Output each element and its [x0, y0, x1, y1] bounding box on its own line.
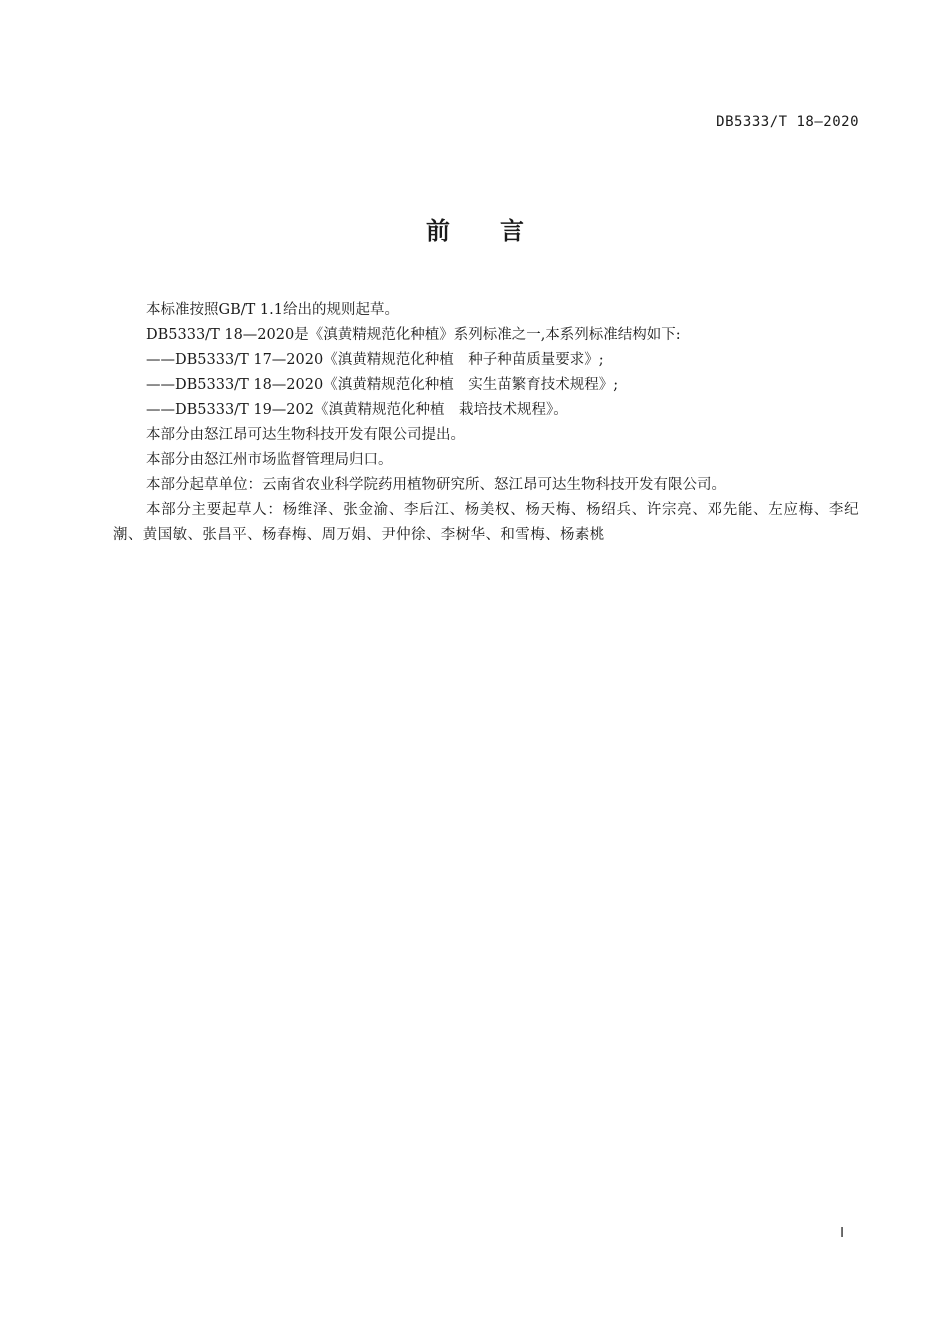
paragraph-drafting-rules: 本标准按照GB/T 1.1给出的规则起草。: [146, 302, 399, 318]
paragraph-series-intro: DB5333/T 18—2020是《滇黄精规范化种植》系列标准之一,本系列标准结构如下:: [146, 327, 681, 343]
paragraph-proposed-by: 本部分由怒江昂可达生物科技开发有限公司提出。: [146, 427, 465, 443]
list-item-part-19: ——DB5333/T 19—202《滇黄精规范化种植 栽培技术规程》。: [146, 402, 568, 418]
paragraph-centralized-by: 本部分由怒江州市场监督管理局归口。: [146, 452, 393, 468]
list-item-part-18: ——DB5333/T 18—2020《滇黄精规范化种植 实生苗繁育技术规程》;: [146, 377, 619, 393]
title-char-2: 言: [500, 217, 524, 245]
foreword-body: [113, 298, 859, 548]
paragraph-drafting-units: 本部分起草单位：云南省农业科学院药用植物研究所、怒江昂可达生物科技开发有限公司。: [146, 477, 726, 493]
page-title: [0, 211, 950, 246]
page-number: I: [840, 1226, 844, 1241]
paragraph-drafters: 本部分主要起草人：杨维泽、张金渝、李后江、杨美权、杨天梅、杨绍兵、许宗亮、邓先能、左应梅、李纪潮、黄国敏、张昌平、杨春梅、周万娟、尹仲徐、李树华、和雪梅、杨素桃: [113, 502, 859, 543]
list-item-part-17: ——DB5333/T 17—2020《滇黄精规范化种植 种子种苗质量要求》;: [146, 352, 604, 368]
standard-code: DB5333/T 18—2020: [716, 114, 859, 130]
title-char-1: 前: [426, 217, 450, 245]
